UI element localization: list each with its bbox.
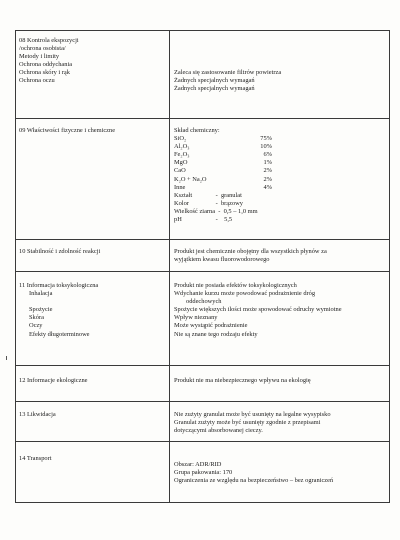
row-divider bbox=[16, 118, 389, 119]
section-title-line: Skóra bbox=[29, 314, 44, 322]
content-line: Produkt nie ma niebezpiecznego wpływu na ekologię bbox=[174, 377, 311, 384]
section-title-line: Inhalacja bbox=[29, 290, 53, 298]
section-14-title: 14 Transport bbox=[19, 455, 52, 462]
section-12-title: 12 Informacje ekologiczne bbox=[19, 377, 88, 384]
composition-row: MgO 1% bbox=[174, 159, 272, 167]
content-line: Zaleca się zastosowanie filtrów powietrza bbox=[174, 69, 282, 76]
row-divider bbox=[16, 401, 389, 402]
row-divider bbox=[16, 441, 389, 442]
property-row: Kolor - brązowy bbox=[174, 199, 243, 207]
section-title-line: Ochrona skóry i rąk bbox=[19, 69, 70, 77]
section-title-line: Ochrona oczu bbox=[19, 77, 55, 85]
content-line: Żadnych specjalnych wymagań bbox=[174, 85, 255, 93]
row-divider bbox=[16, 239, 389, 240]
section-title-line: Ochrona oddychania bbox=[19, 61, 73, 69]
content-line: Ograniczenia ze względu na bezpieczeństwo – bez ograniczeń bbox=[174, 477, 334, 485]
property-row: Wielkość ziarna - 0,5 – 1,0 mm bbox=[174, 207, 258, 215]
composition-row: Inne 4% bbox=[174, 183, 272, 191]
section-13-title: 13 Likwidacja bbox=[19, 411, 56, 418]
composition-row: CaO 2% bbox=[174, 167, 272, 175]
composition-row: SiO₂ 75% bbox=[174, 135, 272, 143]
row-divider bbox=[16, 271, 389, 272]
content-line: Może wystąpić podrażnienie bbox=[174, 322, 248, 330]
section-title-line: Oczy bbox=[29, 322, 43, 330]
section-title-line: Efekty długoterminowe bbox=[29, 330, 90, 338]
row-divider bbox=[16, 365, 389, 366]
content-line: Spożycie większych ilości może spowodować odruchy wymiotne bbox=[174, 306, 342, 314]
content-line: Nie są znane tego rodzaju efekty bbox=[174, 330, 258, 338]
section-14-content bbox=[174, 461, 388, 485]
content-line: dotyczącymi absorbowanej cieczy. bbox=[174, 427, 263, 435]
content-line: Wdychanie kurzu może powodować podrażnienie dróg bbox=[174, 290, 316, 298]
section-title-line: Metody i limity bbox=[19, 53, 60, 61]
column-divider bbox=[169, 31, 170, 502]
section-title-line: /ochrona osobista/ bbox=[19, 45, 66, 53]
section-09-title: 09 Właściwości fizyczne i chemiczne bbox=[19, 127, 116, 134]
content-line: Granulat zużyty może być usunięty zgodnie z przepisami bbox=[174, 419, 321, 427]
property-row: pH - 5,5 bbox=[174, 216, 233, 224]
safety-data-table bbox=[15, 30, 390, 503]
section-title-line: 08 Kontrola ekspozycji bbox=[19, 37, 79, 44]
content-line: Grupa pakowania: 170 bbox=[174, 469, 233, 477]
section-11-title bbox=[19, 282, 165, 339]
section-11-content bbox=[174, 282, 388, 339]
section-title-line bbox=[19, 298, 165, 306]
section-title-line: Spożycie bbox=[29, 306, 53, 314]
content-line: Żadnych specjalnych wymagań bbox=[174, 77, 255, 85]
content-line: Nie zużyty granulat może być usunięty na legalne wysypisko bbox=[174, 411, 331, 418]
section-10-content bbox=[174, 248, 388, 264]
content-line: Produkt nie posiada efektów toksykologicznych bbox=[174, 282, 297, 289]
section-13-content bbox=[174, 411, 388, 435]
property-row: Kształt - granulat bbox=[174, 191, 242, 199]
section-08-title bbox=[19, 37, 165, 86]
section-09-content bbox=[174, 127, 388, 224]
content-line: Produkt jest chemicznie obojętny dla wszystkich płynów za bbox=[174, 248, 327, 255]
composition-row: K₂O + Na₂O 2% bbox=[174, 175, 272, 183]
section-12-content bbox=[174, 377, 388, 385]
content-line: wyjątkiem kwasu fluorowodorowego bbox=[174, 256, 270, 264]
composition-heading: Skład chemiczny: bbox=[174, 127, 220, 134]
composition-row: Fe₂O₃ 6% bbox=[174, 151, 272, 159]
composition-row: Al₂O₃ 10% bbox=[174, 143, 272, 151]
content-line: Wpływ nieznany bbox=[174, 314, 218, 322]
content-line: oddechowych bbox=[186, 298, 222, 306]
section-title-line: 11 Informacja toksykologiczna bbox=[19, 282, 99, 289]
content-line: Obszar: ADR/RID bbox=[174, 461, 222, 468]
scan-mark bbox=[6, 356, 7, 360]
section-10-title: 10 Stabilność i zdolność reakcji bbox=[19, 248, 101, 255]
section-08-content bbox=[174, 69, 388, 93]
